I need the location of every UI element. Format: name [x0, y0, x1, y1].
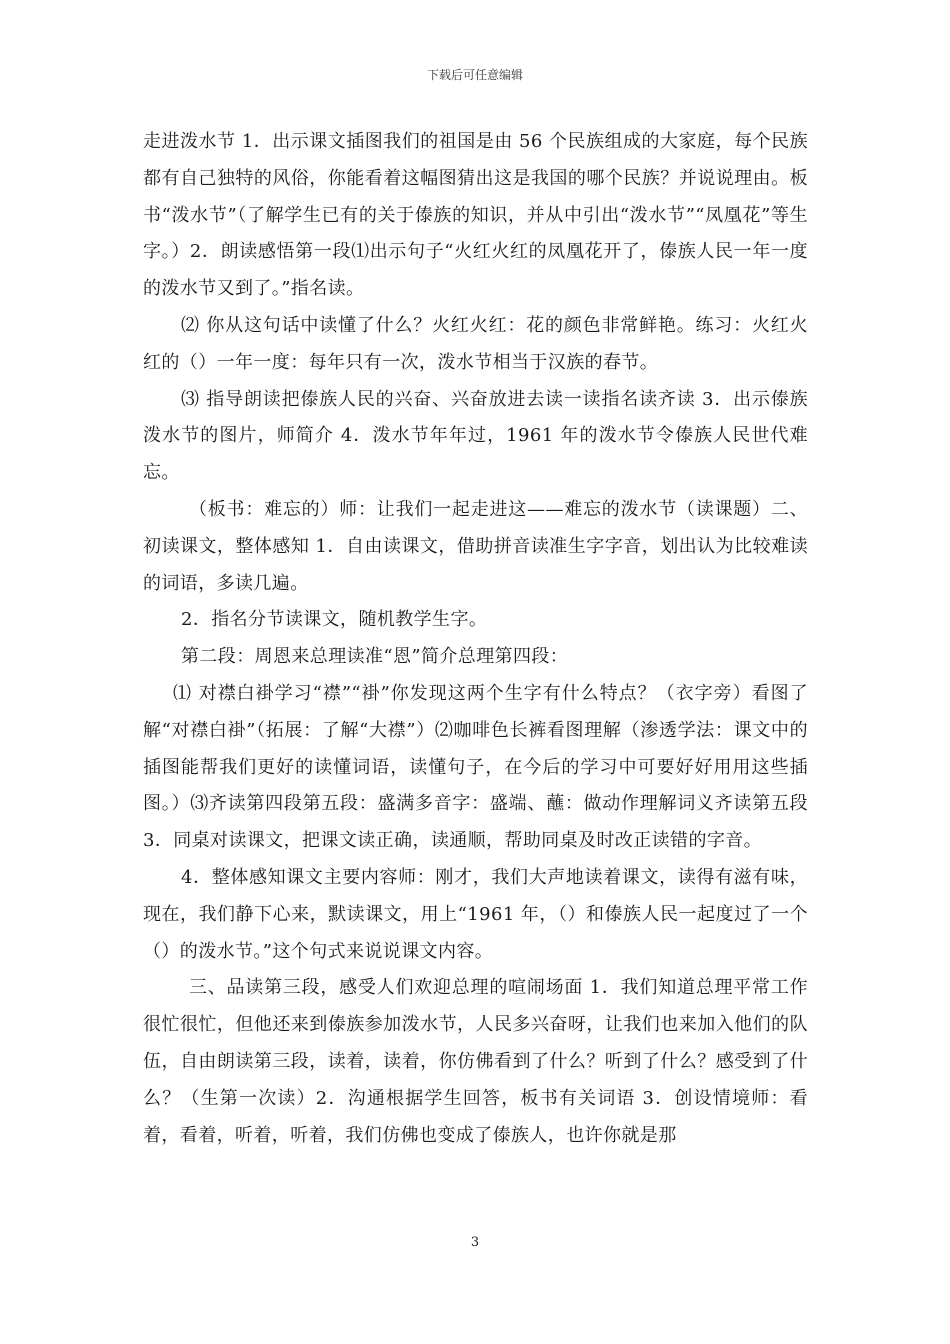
paragraph: ⑶ 指导朗读把傣族人民的兴奋、兴奋放进去读一读指名读齐读 3．出示傣族泼水节的图片，师简介 4．泼水节年年过，1961 年的泼水节令傣族人民世代难忘。	[143, 388, 808, 484]
page-header: 下载后可任意编辑	[426, 68, 523, 82]
paragraph: 2．指名分节读课文，随机教学生字。	[181, 609, 488, 631]
paragraph: 三、品读第三段，感受人们欢迎总理的喧闹场面 1．我们知道总理平常工作很忙很忙，但他还来到傣族参加泼水节，人民多兴奋呀，让我们也来加入他们的队伍，自由朗读第三段，读着，读着，你仿佛看到了什么？听到了什么？感受到了什么？（生第一次读）2．沟通根据学生回答，板书有关词语 3．创设情境师：看着，看着，听着，听着，我们仿佛也变成了傣族人，也许你就是那	[143, 977, 808, 1146]
page-number: 3	[470, 1235, 480, 1250]
paragraph: 走进泼水节 1．出示课文插图我们的祖国是由 56 个民族组成的大家庭，每个民族都有自己独特的风俗，你能看着这幅图猜出这是我国的哪个民族？并说说理由。板书“泼水节”（了解学生已有的关于傣族的知识，并从中引出“泼水节”“凤凰花”等生字。）2．朗读感悟第一段⑴出示句子“火红火红的凤凰花开了，傣族人民一年一度的泼水节又到了。”指名读。	[143, 131, 808, 300]
paragraph: ⑴ 对襟白褂学习“襟”“褂”你发现这两个生字有什么特点？（衣字旁）看图了解“对襟白褂”（拓展：了解“大襟”）⑵咖啡色长裤看图理解（渗透学法：课文中的插图能帮我们更好的读懂词语，读懂句子，在今后的学习中可要好好用用这些插图。）⑶齐读第四段第五段：盛满多音字：盛端、蘸：做动作理解词义齐读第五段 3．同桌对读课文，把课文读正确，读通顺，帮助同桌及时改正读错的字音。	[143, 682, 808, 852]
paragraph: ⑵ 你从这句话中读懂了什么？火红火红：花的颜色非常鲜艳。练习：火红火红的（）一年一度：每年只有一次，泼水节相当于汉族的春节。	[143, 314, 808, 373]
paragraph: 第二段：周恩来总理读准“恩”简介总理第四段：	[181, 646, 569, 668]
paragraph: （板书：难忘的）师：让我们一起走进这——难忘的泼水节（读课题）二、初读课文，整体感知 1．自由读课文，借助拼音读准生字字音，划出认为比较难读的词语，多读几遍。	[143, 498, 808, 594]
paragraph: 4．整体感知课文主要内容师：刚才，我们大声地读着课文，读得有滋有味，现在，我们静下心来，默读课文，用上“1961 年，（）和傣族人民一起度过了一个（）的泼水节。”这个句式来说说课文内容。	[143, 866, 808, 962]
document-body	[143, 124, 808, 1154]
